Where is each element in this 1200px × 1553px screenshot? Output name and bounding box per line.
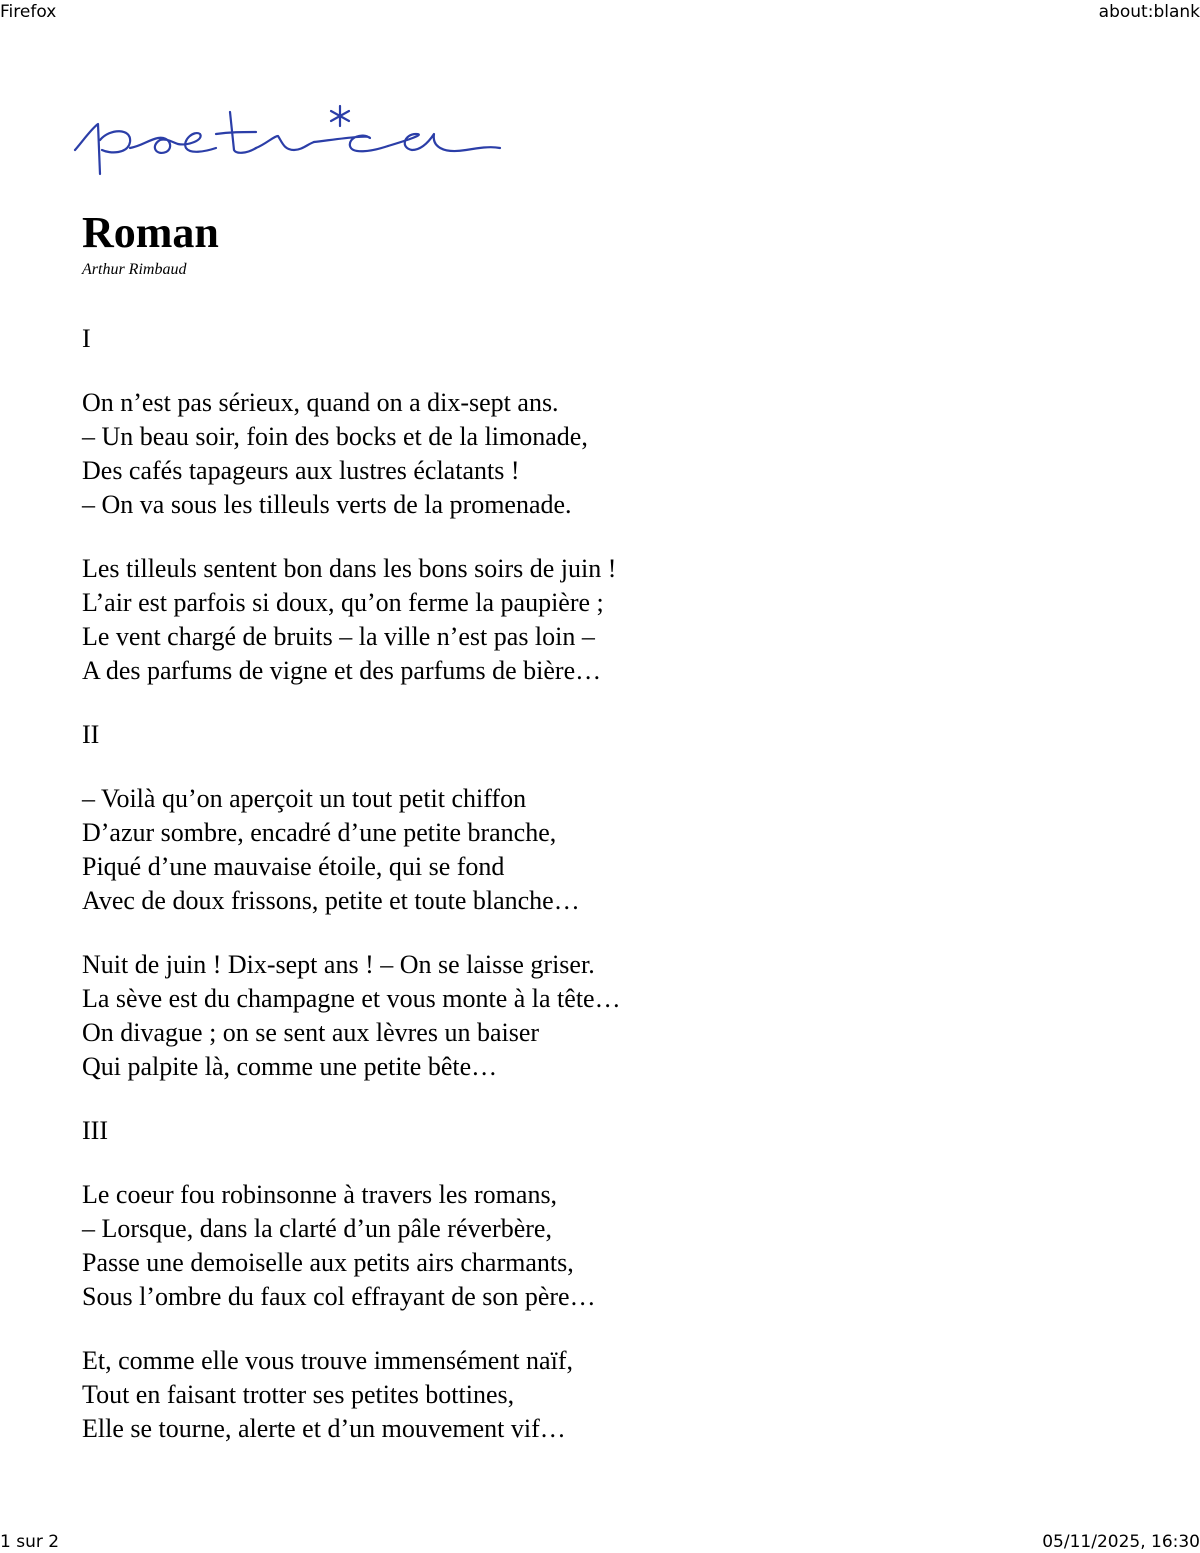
stanza: [82, 1178, 1162, 1314]
poem-title: Roman: [82, 208, 219, 257]
verse-line: Le vent chargé de bruits – la ville n’est pas loin –: [82, 622, 595, 651]
header-url: about:blank: [1098, 2, 1200, 22]
verse-line: On n’est pas sérieux, quand on a dix-sept ans.: [82, 388, 559, 417]
verse-line: On divague ; on se sent aux lèvres un baiser: [82, 1018, 540, 1047]
verse-line: Des cafés tapageurs aux lustres éclatants !: [82, 456, 520, 485]
verse-line: A des parfums de vigne et des parfums de bière…: [82, 656, 602, 685]
verse-line: Qui palpite là, comme une petite bête…: [82, 1052, 498, 1081]
section-number: II: [82, 720, 100, 749]
verse-line: Nuit de juin ! Dix-sept ans ! – On se laisse griser.: [82, 950, 595, 979]
poem-body: [82, 322, 1162, 1446]
verse-line: Sous l’ombre du faux col effrayant de son père…: [82, 1282, 596, 1311]
stanza: [82, 552, 1162, 688]
verse-line: – Lorsque, dans la clarté d’un pâle réverbère,: [82, 1214, 552, 1243]
verse-line: – Un beau soir, foin des bocks et de la limonade,: [82, 422, 588, 451]
verse-line: Et, comme elle vous trouve immensément naïf,: [82, 1346, 573, 1375]
verse-line: Le coeur fou robinsonne à travers les romans,: [82, 1180, 558, 1209]
verse-line: La sève est du champagne et vous monte à la tête…: [82, 984, 621, 1013]
verse-line: Elle se tourne, alerte et d’un mouvement vif…: [82, 1414, 566, 1443]
section-number: I: [82, 324, 91, 353]
stanza: [82, 1344, 1162, 1446]
verse-line: D’azur sombre, encadré d’une petite branche,: [82, 818, 557, 847]
print-header: [0, 2, 1200, 24]
page-counter: 1 sur 2: [0, 1532, 60, 1552]
stanza: [82, 386, 1162, 522]
stanza: [82, 948, 1162, 1084]
poem-author: Arthur Rimbaud: [82, 261, 187, 278]
verse-line: – Voilà qu’on aperçoit un tout petit chiffon: [82, 784, 527, 813]
verse-line: L’air est parfois si doux, qu’on ferme la paupière ;: [82, 588, 604, 617]
verse-line: Tout en faisant trotter ses petites bottines,: [82, 1380, 515, 1409]
poetica-logo: [70, 92, 510, 188]
verse-line: Avec de doux frissons, petite et toute blanche…: [82, 886, 580, 915]
section-number: III: [82, 1116, 108, 1145]
print-footer: [0, 1532, 1200, 1553]
logo-script: [75, 106, 500, 174]
verse-line: Piqué d’une mauvaise étoile, qui se fond: [82, 852, 505, 881]
verse-line: – On va sous les tilleuls verts de la promenade.: [82, 490, 572, 519]
verse-line: Passe une demoiselle aux petits airs charmants,: [82, 1248, 574, 1277]
header-app-name: Firefox: [0, 2, 57, 22]
print-timestamp: 05/11/2025, 16:30: [1042, 1532, 1200, 1552]
verse-line: Les tilleuls sentent bon dans les bons soirs de juin !: [82, 554, 617, 583]
stanza: [82, 782, 1162, 918]
